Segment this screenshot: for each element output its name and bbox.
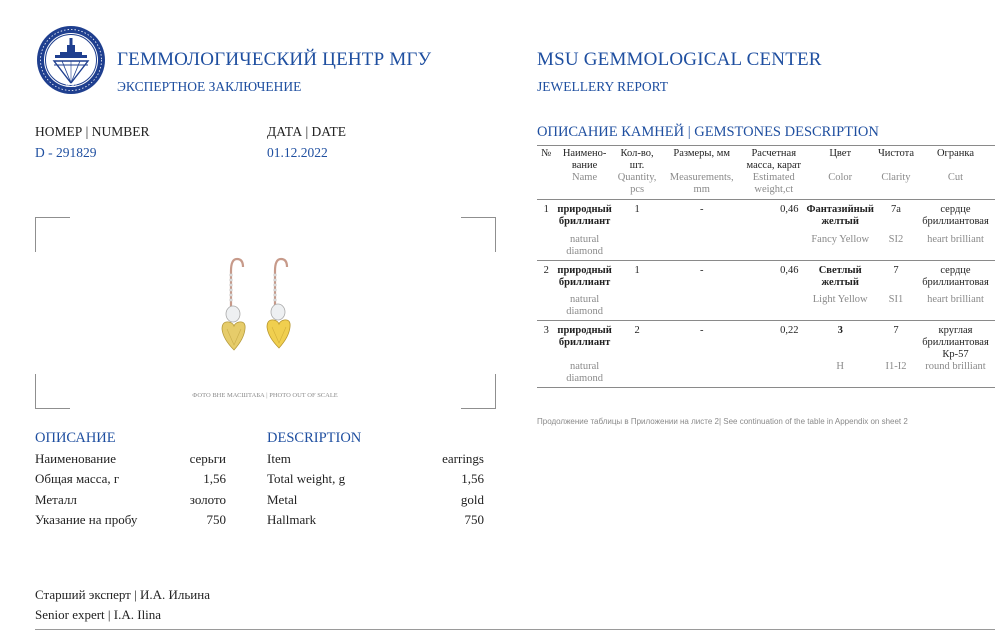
cell-weight: 0,46 bbox=[780, 204, 799, 215]
title-ru: ГЕММОЛОГИЧЕСКИЙ ЦЕНТР МГУ bbox=[117, 49, 432, 70]
cell-size: - bbox=[699, 204, 704, 215]
number-value: D - 291829 bbox=[35, 145, 97, 160]
label: Item bbox=[267, 451, 291, 466]
column-header: Цвет bbox=[829, 148, 852, 159]
cell-name-ru: природный бриллиант bbox=[557, 325, 612, 348]
table-header-row-en bbox=[537, 172, 995, 200]
column-header: Clarity bbox=[876, 172, 916, 200]
date-value: 01.12.2022 bbox=[267, 145, 328, 160]
cell-no: 2 bbox=[543, 264, 549, 276]
value: 1,56 bbox=[203, 471, 226, 486]
table-footnote: Продолжение таблицы в Приложении на листе 2| See continuation of the table in Appendix on sheet 2 bbox=[537, 417, 908, 426]
description-heading-en: DESCRIPTION bbox=[267, 430, 362, 446]
value: золото bbox=[189, 492, 226, 507]
list-item bbox=[35, 492, 226, 508]
column-header: № bbox=[541, 148, 552, 159]
list-item bbox=[267, 451, 484, 467]
list-item bbox=[35, 512, 226, 528]
logo bbox=[36, 25, 106, 95]
expert-en: Senior expert | I.A. Ilina bbox=[35, 607, 162, 622]
expert-ru: Старший эксперт | И.А. Ильина bbox=[35, 587, 210, 602]
value: серьги bbox=[189, 451, 226, 466]
cell-name-en: natural diamond bbox=[555, 294, 613, 321]
value: 1,56 bbox=[461, 471, 484, 486]
cell-qty: 1 bbox=[634, 204, 640, 215]
label: Metal bbox=[267, 492, 298, 507]
column-header: Огранка bbox=[936, 148, 974, 159]
cell-no: 1 bbox=[543, 204, 549, 215]
label: Общая масса, г bbox=[35, 471, 120, 486]
gemstones-table bbox=[537, 146, 995, 388]
cell-color-ru: Светлый желтый bbox=[818, 264, 862, 288]
cell-name-ru: природный бриллиант bbox=[557, 264, 612, 288]
column-header: Name bbox=[555, 172, 613, 200]
cell-no: 3 bbox=[543, 325, 549, 336]
cell-cut-en: heart brilliant bbox=[916, 234, 995, 261]
label: Указание на пробу bbox=[35, 512, 138, 527]
column-header: Quantity, pcs bbox=[614, 172, 661, 200]
cell-qty: 2 bbox=[634, 325, 640, 336]
photo-caption: ФОТО ВНЕ МАСШТАБА | PHOTO OUT OF SCALE bbox=[192, 392, 338, 399]
cell-weight: 0,22 bbox=[780, 325, 799, 336]
cell-cut-ru: сердце бриллиантовая bbox=[922, 264, 989, 288]
table-row bbox=[537, 200, 995, 234]
cell-weight: 0,46 bbox=[780, 264, 799, 276]
value: 750 bbox=[206, 512, 226, 527]
number-label: НОМЕР | NUMBER bbox=[35, 124, 150, 139]
cell-name-en: natural diamond bbox=[555, 234, 613, 261]
cell-clarity-ru: 7 bbox=[893, 325, 899, 336]
earrings-photo bbox=[205, 255, 315, 360]
value: 750 bbox=[464, 512, 484, 527]
column-header: Measurements, mm bbox=[660, 172, 743, 200]
title-en: MSU GEMMOLOGICAL CENTER bbox=[537, 49, 822, 70]
label: Наименование bbox=[35, 451, 116, 466]
table-header-row-ru bbox=[537, 146, 995, 172]
logo-text: MSU bbox=[65, 83, 77, 89]
cell-color-en: H bbox=[804, 361, 875, 388]
cell-clarity-ru: 7 bbox=[893, 264, 899, 276]
list-item bbox=[267, 512, 484, 528]
label: Total weight, g bbox=[267, 471, 346, 486]
cell-name-ru: природный бриллиант bbox=[557, 204, 612, 227]
column-header: Расчетная масса, карат bbox=[746, 148, 801, 171]
cell-name-en: natural diamond bbox=[555, 361, 613, 388]
list-item bbox=[267, 492, 484, 508]
cell-cut-en: round brilliant bbox=[916, 361, 995, 388]
subtitle-en: JEWELLERY REPORT bbox=[537, 79, 669, 94]
cell-color-ru: Фантазийный желтый bbox=[806, 204, 874, 227]
cell-clarity-en: I1-I2 bbox=[876, 361, 916, 388]
column-header: Estimated weight,ct bbox=[743, 172, 804, 200]
column-header bbox=[537, 172, 555, 200]
cell-size: - bbox=[699, 264, 704, 276]
date-label: ДАТА | DATE bbox=[267, 124, 347, 139]
cell-clarity-ru: 7а bbox=[891, 204, 901, 215]
table-row bbox=[537, 234, 995, 261]
column-header: Cut bbox=[916, 172, 995, 200]
column-header: Color bbox=[804, 172, 875, 200]
value: gold bbox=[460, 492, 484, 507]
label: Металл bbox=[35, 492, 77, 507]
description-heading-ru: ОПИСАНИЕ bbox=[35, 430, 116, 446]
subtitle-ru: ЭКСПЕРТНОЕ ЗАКЛЮЧЕНИЕ bbox=[117, 79, 302, 94]
gemstones-heading: ОПИСАНИЕ КАМНЕЙ | GEMSTONES DESCRIPTION bbox=[537, 124, 879, 140]
cell-clarity-en: SI1 bbox=[876, 294, 916, 321]
table-row bbox=[537, 321, 995, 362]
cell-cut-en: heart brilliant bbox=[916, 294, 995, 321]
cell-color-en: Light Yellow bbox=[804, 294, 875, 321]
cell-color-ru: 3 bbox=[837, 325, 843, 336]
label: Hallmark bbox=[267, 512, 317, 527]
column-header: Размеры, мм bbox=[673, 148, 731, 159]
cell-cut-ru: круглая бриллиантовая Кр-57 bbox=[922, 325, 989, 360]
column-header: Чистота bbox=[877, 148, 914, 159]
footer-rule bbox=[35, 629, 995, 630]
table-row bbox=[537, 361, 995, 388]
cell-cut-ru: сердце бриллиантовая bbox=[922, 204, 989, 227]
column-header: Кол-во, шт. bbox=[620, 148, 654, 171]
value: earrings bbox=[442, 451, 484, 466]
list-item bbox=[267, 471, 484, 487]
table-row bbox=[537, 260, 995, 294]
cell-qty: 1 bbox=[634, 264, 640, 276]
list-item bbox=[35, 471, 226, 487]
table-row bbox=[537, 294, 995, 321]
cell-clarity-en: SI2 bbox=[876, 234, 916, 261]
column-header: Наимено-вание bbox=[562, 148, 607, 171]
cell-color-en: Fancy Yellow bbox=[804, 234, 875, 261]
cell-size: - bbox=[699, 325, 704, 336]
list-item bbox=[35, 451, 226, 467]
